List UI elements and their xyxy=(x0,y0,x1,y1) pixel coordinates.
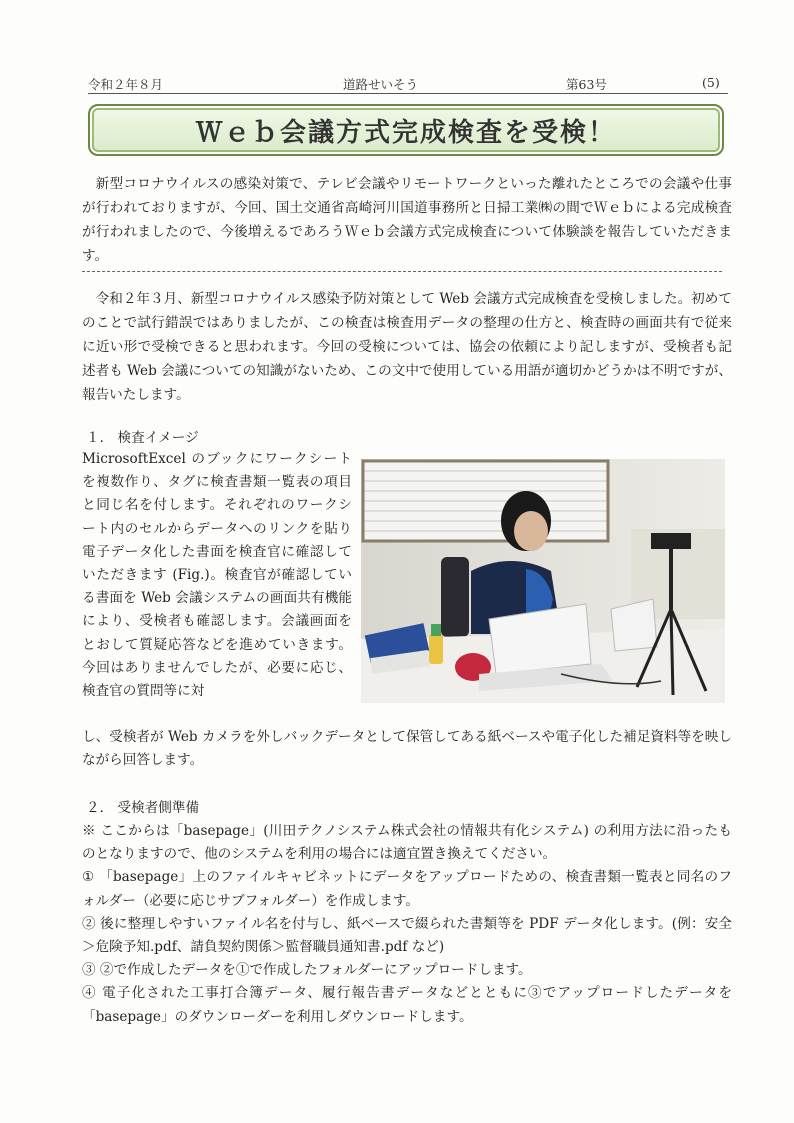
list-item: ※ ここからは「basepage」(川田テクノシステム株式会社の情報共有化システム) の利用方法に沿ったものとなりますので、他のシステムを利用の場合には適宜置き換えてください。 xyxy=(82,823,732,863)
inspection-photo xyxy=(361,459,725,703)
section1-heading: １． 検査イメージ xyxy=(86,430,199,446)
body-paragraph: 令和２年３月、新型コロナウイルス感染予防対策として Web 会議方式完成検査を受検しました。初めてのことで試行錯誤ではありましたが、この検査は検査用データの整理の仕方と、検査時の画面共有で従来に近い形で受検できると思われます。今回の受検については、協会の依頼により記しますが、受検者も記述者も Web 会議についての知識がないため、この文中で使用している用語が適切かどうかは不明ですが、報告いたします。 xyxy=(82,291,732,403)
list-item: ② 後に整理しやすいファイル名を付与し、紙ベースで綴られた書類等を PDF データ化します。(例：安全＞危険予知.pdf、請負契約関係＞監督職員通知書.pdf など) xyxy=(82,915,732,956)
section1-text-continued: し、受検者が Web カメラを外しバックデータとして保管してある紙ベースや電子化した補足資料等を映しながら回答します。 xyxy=(82,729,732,769)
section1-text-wrapped: MicrosoftExcel のブックにワークシートを複数作り、タグに検査書類一覧表の項目と同じ名を付します。それぞれのワークシート内のセルからデータへのリンクを貼り電子データ化した書面を検査官に確認していただきます (Fig.)。検査官が確認している書面を Web 会議システムの画面共有機能により、受検者も確認します。会議画面をとおして質疑応答などを進めていきます。今回はありませんでしたが、必要に応じ、検査官の質問等に対 xyxy=(82,451,352,700)
header-page-number: (5) xyxy=(702,75,720,90)
page-header xyxy=(88,73,728,94)
section2-heading: ２． 受検者側準備 xyxy=(86,800,200,816)
title-banner xyxy=(88,104,724,156)
list-item: ④ 電子化された工事打合簿データ、履行報告書データなどとともに③でアップロードしたデータを「basepage」のダウンローダーを利用しダウンロードします。 xyxy=(82,985,732,1025)
list-item: ③ ②で作成したデータを①で作成したフォルダーにアップロードします。 xyxy=(82,962,532,979)
section2-list xyxy=(82,820,732,1029)
intro-paragraph: 新型コロナウイルスの感染対策で、テレビ会議やリモートワークといった離れたところでの会議や仕事が行われておりますが、今回、国土交通省高崎河川国道事務所と日掃工業㈱の間でＷｅｂによる完成検査が行われましたので、今後増えるであろうＷｅｂ会議方式完成検査について体験談を報告していただきます。 xyxy=(82,176,732,264)
header-date: 令和２年８月 xyxy=(88,77,164,92)
dashed-divider xyxy=(82,271,722,272)
list-item: ① 「basepage」上のファイルキャビネットにデータをアップロードための、検査書類一覧表と同名のフォルダー（必要に応じサブフォルダー）を作成します。 xyxy=(82,869,732,909)
page-title: Ｗｅｂ会議方式完成検査を受検！ xyxy=(195,117,616,148)
person-at-laptop-photo-icon xyxy=(361,459,725,703)
header-issue: 第63号 xyxy=(566,77,607,92)
header-publication: 道路せいそう xyxy=(343,77,419,92)
